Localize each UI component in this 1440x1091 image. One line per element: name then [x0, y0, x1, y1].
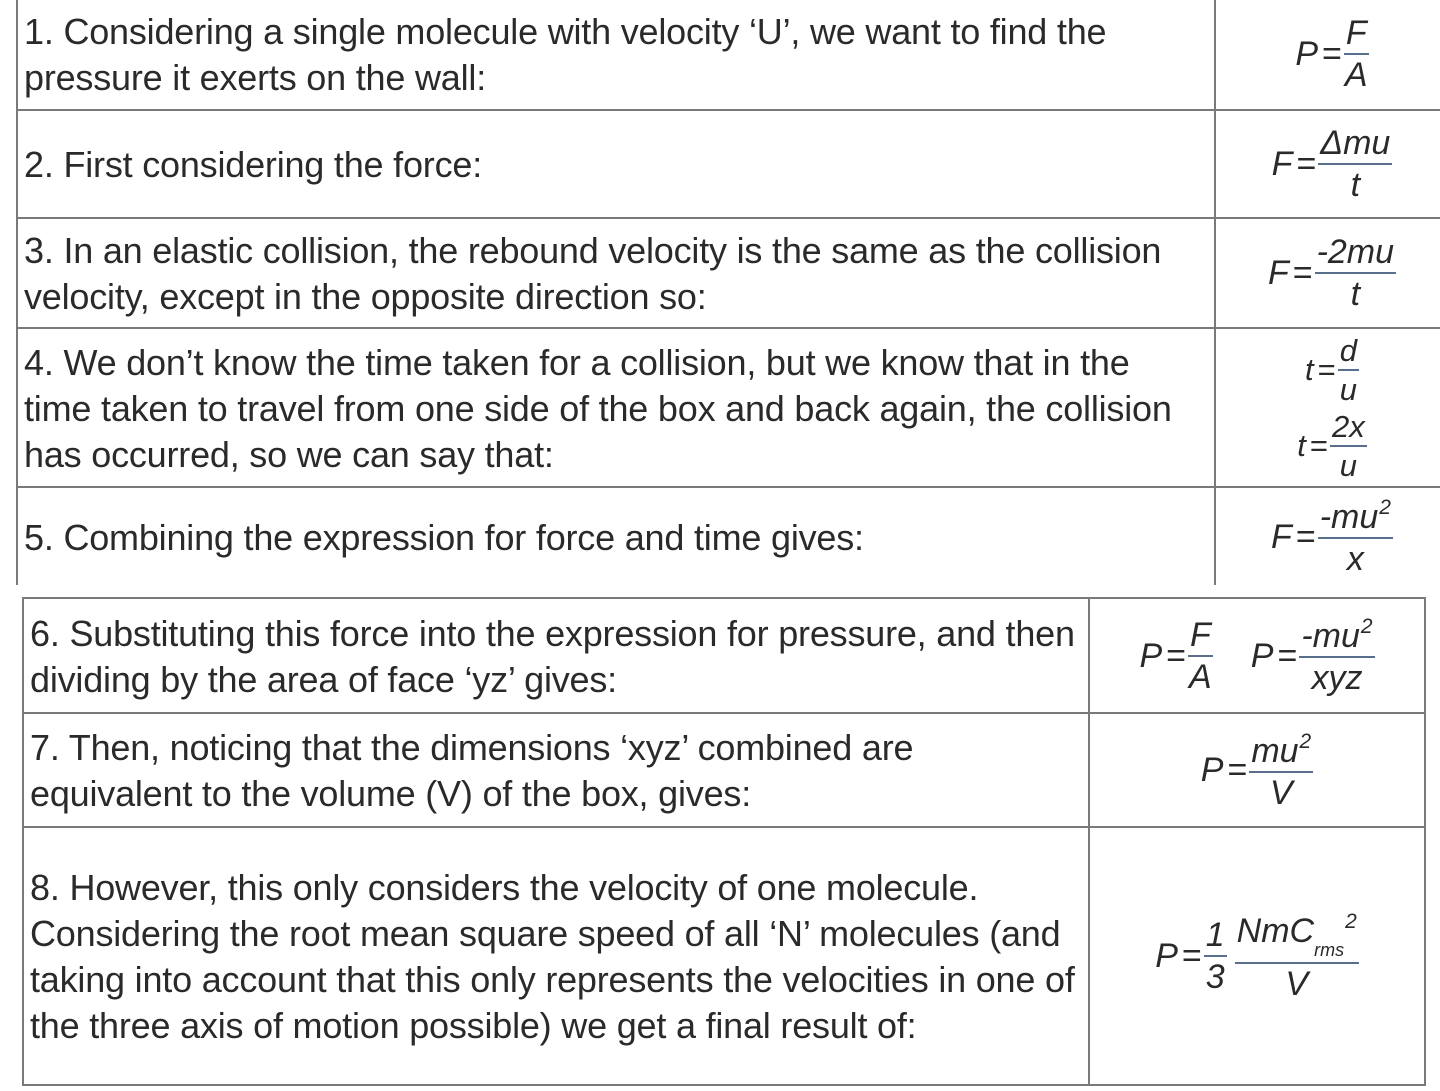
equation-time-2: t = $\frac{2x}{u}$ [1297, 408, 1365, 483]
equation-force-elastic: F = $\frac{-2mu}{t}$ [1267, 233, 1395, 313]
equation-time-1: t = $\frac{d}{u}$ [1305, 332, 1357, 407]
step-text: 4. We don’t know the time taken for a collision, but we know that in the time taken to travel from one side of the box and back again, the collision has occurred, so we can say that: [17, 328, 1215, 487]
step-row-5 [17, 487, 1440, 585]
step-text: 3. In an elastic collision, the rebound velocity is the same as the collision velocity, except in the opposite direction so: [17, 218, 1215, 328]
equation-force: F = $\frac{\text{Δmu}}{t}$ [1271, 124, 1391, 204]
step-text: 5. Combining the expression for force and time gives: [17, 487, 1215, 585]
equation-cell [1215, 328, 1440, 487]
step-text: 8. However, this only considers the velocity of one molecule. Considering the root mean square speed of all ‘N’ molecules (and taking into account that this only represents the velocities in one of the three axis of motion possible) we get a final result of: [23, 827, 1089, 1085]
derivation-table-part-1 [16, 0, 1440, 585]
step-row-6 [23, 598, 1425, 713]
step-text: 1. Considering a single molecule with velocity ‘U’, we want to find the pressure it exerts on the wall: [17, 0, 1215, 110]
equation-cell [1215, 487, 1440, 585]
equation-pressure-volume: P = $\frac{mu^2}{V}$ [1200, 729, 1312, 812]
equation-pressure: P = $\frac{F}{A}$ [1295, 13, 1368, 94]
equation-cell [1089, 827, 1425, 1085]
step-row-3 [17, 218, 1440, 328]
equation-pressure-2: P = $\frac{F}{A}$ [1139, 615, 1212, 696]
equation-cell [1215, 110, 1440, 218]
step-row-2 [17, 110, 1440, 218]
step-row-1 [17, 0, 1440, 110]
equation-cell [1089, 713, 1425, 827]
derivation-table-part-2 [22, 597, 1426, 1086]
equation-cell [1215, 218, 1440, 328]
equation-final-pressure: P = $\frac{1}{3}$ $\frac{NmC_{rms}^2}{V}$ [1155, 910, 1357, 1003]
step-text: 2. First considering the force: [17, 110, 1215, 218]
equation-force-combined: F = $\frac{-mu^2}{x}$ [1271, 496, 1391, 578]
equation-cell [1215, 0, 1440, 110]
step-row-4 [17, 328, 1440, 487]
step-text: 6. Substituting this force into the expression for pressure, and then dividing by the area of face ‘yz’ gives: [23, 598, 1089, 713]
equation-cell [1089, 598, 1425, 713]
step-text: 7. Then, noticing that the dimensions ‘xyz’ combined are equivalent to the volume (V) of the box, gives: [23, 713, 1089, 827]
step-row-8 [23, 827, 1425, 1085]
equation-pressure-xyz: P = $\frac{-mu^2}{\text{xyz}}$ [1250, 615, 1373, 697]
step-row-7 [23, 713, 1425, 827]
